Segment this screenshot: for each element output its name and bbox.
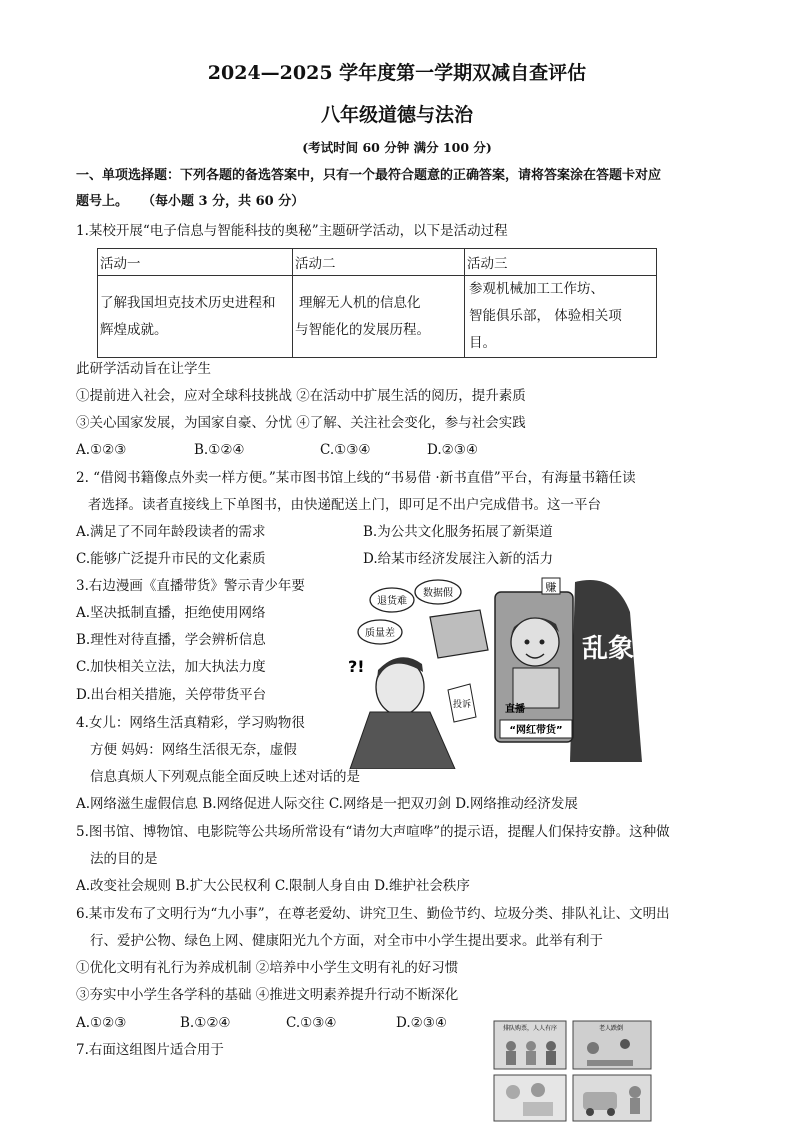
activity-cell-3 — [465, 276, 657, 358]
q6-line2: 行、爱护公物、绿色上网、健康阳光九个方面，对全市中小学生提出要求。此举有利于 — [90, 933, 603, 949]
activity-header-3: 活动三 — [465, 249, 657, 276]
exam-subject: 八年级道德与法治 — [320, 104, 473, 126]
q2-choice-a: A.满足了不同年龄段读者的需求 — [76, 524, 266, 540]
q7-stem: 7.右面这组图片适合用于 — [76, 1042, 224, 1058]
q1-choice-c: C.①③④ — [320, 442, 371, 458]
q1-stem: 1.某校开展“电子信息与智能科技的奥秘”主题研学活动，以下是活动过程 — [76, 223, 508, 239]
activity-cell-3-line3: 目。 — [469, 335, 496, 351]
cartoon-man-body — [350, 712, 455, 769]
q5-choices: A.改变社会规则 B.扩大公民权利 C.限制人身自由 D.维护社会秩序 — [76, 878, 470, 894]
section-heading-line2 — [76, 192, 304, 212]
q2-choice-c: C.能够广泛提升市民的文化素质 — [76, 551, 266, 567]
q5-line1: 5.图书馆、博物馆、电影院等公共场所常设有“请勿大声喧哗”的提示语，提醒人们保持安静。这种做 — [76, 824, 670, 840]
q5-line2: 法的目的是 — [90, 851, 158, 867]
q1-options-line2: ③关心国家发展，为国家自豪、分忧 ④了解、关注社会变化，参与社会实践 — [76, 415, 526, 431]
q6-choice-a: A.①②③ — [76, 1015, 127, 1031]
cartoon-sign-line1: 乱象 — [581, 634, 635, 664]
q1-choice-a: A.①②③ — [76, 442, 127, 458]
activity-cell-3-line2: 智能俱乐部， 体验相关项 — [469, 308, 622, 324]
activity-cell-2-line1: 理解无人机的信息化 — [299, 294, 421, 311]
photo-fallen-elder-caption: 老人跌倒 — [598, 1025, 624, 1032]
q1-options-line1: ①提前进入社会，应对全球科技挑战 ②在活动中扩展生活的阅历，提升素质 — [76, 388, 526, 404]
bubble-2-text: 数据假 — [423, 588, 453, 599]
photo-queue-caption: 排队购票，人人有序 — [502, 1025, 558, 1032]
activity-cell-1-line2: 辉煌成就。 — [100, 321, 168, 338]
q6-options-line1: ①优化文明有礼行为养成机制 ②培养中小学生文明有礼的好习惯 — [76, 960, 459, 976]
q6-line1: 6.某市发布了文明行为“九小事”，在尊老爱幼、讲究卫生、勤俭节约、垃圾分类、排队礼让、文明出 — [76, 906, 670, 922]
bubble-3-text: 质量差 — [365, 628, 395, 639]
activity-cell-1-line1: 了解我国坦克技术历史进程和 — [100, 294, 276, 311]
q1-choice-b: B.①②④ — [194, 442, 245, 458]
q6-choice-c: C.①③④ — [286, 1015, 337, 1031]
activity-header-1: 活动一 — [98, 249, 293, 276]
cartoon-streamer-body — [513, 668, 559, 708]
section-heading-b: （每小题 3 分，共 60 分） — [142, 194, 305, 209]
cartoon-complaint-text: 投诉 — [452, 700, 472, 710]
q2-line1: 2. “借阅书籍像点外卖一样方便。”某市图书馆上线的“书易借 ·新书直借”平台，有海量书籍任读 — [76, 470, 636, 486]
cartoon-question: ?! — [348, 657, 365, 676]
activity-cell-2-line2: 与智能化的发展历程。 — [295, 321, 430, 338]
q4-line2: 方便 妈妈：网络生活很无奈，虚假 — [90, 742, 297, 758]
q1-choice-d: D.②③④ — [427, 442, 478, 458]
q2-choice-d: D.给某市经济发展注入新的活力 — [363, 551, 554, 567]
cartoon-screen-side: 直播 — [505, 704, 525, 715]
activity-cell-2 — [293, 276, 465, 358]
live-streaming-cartoon — [330, 572, 646, 769]
q3-choice-a: A.坚决抵制直播，拒绝使用网络 — [76, 605, 266, 621]
activity-header-2: 活动二 — [293, 249, 465, 276]
q4-line3: 信息真烦人下列观点能全面反映上述对话的是 — [90, 769, 360, 785]
bubble-1-text: 退货难 — [377, 596, 407, 607]
q6-options-line2: ③夯实中小学生各学科的基础 ④推进文明素养提升行动不断深化 — [76, 987, 459, 1003]
exam-title: 2024—2025 学年度第一学期双减自查评估 — [207, 62, 587, 84]
section-heading-line1: 一、单项选择题：下列各题的备选答案中，只有一个最符合题意的正确答案，请将答案涂在答题卡对应 — [76, 168, 662, 183]
exam-info: (考试时间 60 分钟 满分 100 分) — [302, 140, 492, 155]
cartoon-stamp-text: 赚 — [545, 581, 557, 594]
civility-photo-group — [493, 1020, 653, 1123]
q4-line1: 4.女儿：网络生活真精彩，学习购物很 — [76, 715, 305, 731]
cartoon-book — [430, 610, 488, 658]
activity-cell-3-line1: 参观机械加工工作坊、 — [469, 281, 604, 297]
q1-prompt: 此研学活动旨在让学生 — [76, 361, 211, 377]
q6-choice-d: D.②③④ — [396, 1015, 447, 1031]
cartoon-dark-panel — [570, 580, 642, 762]
q2-line2: 者选择。读者直接线上下单图书，由快递配送上门，即可足不出户完成借书。这一平台 — [88, 497, 601, 513]
q2-choice-b: B.为公共文化服务拓展了新渠道 — [363, 524, 553, 540]
q4-choices: A.网络滋生虚假信息 B.网络促进人际交往 C.网络是一把双刃剑 D.网络推动经济发展 — [76, 796, 578, 812]
q6-choice-b: B.①②④ — [180, 1015, 231, 1031]
q3-choice-b: B.理性对待直播，学会辨析信息 — [76, 632, 266, 648]
q3-choice-d: D.出台相关措施，关停带货平台 — [76, 687, 267, 703]
cartoon-board-text: “网红带货” — [509, 725, 563, 736]
section-heading-a: 题号上。 — [76, 194, 129, 209]
activity-table — [97, 248, 657, 358]
q3-stem: 3.右边漫画《直播带货》警示青少年要 — [76, 578, 305, 594]
activity-cell-1 — [98, 276, 293, 358]
q3-choice-c: C.加快相关立法，加大执法力度 — [76, 659, 266, 675]
